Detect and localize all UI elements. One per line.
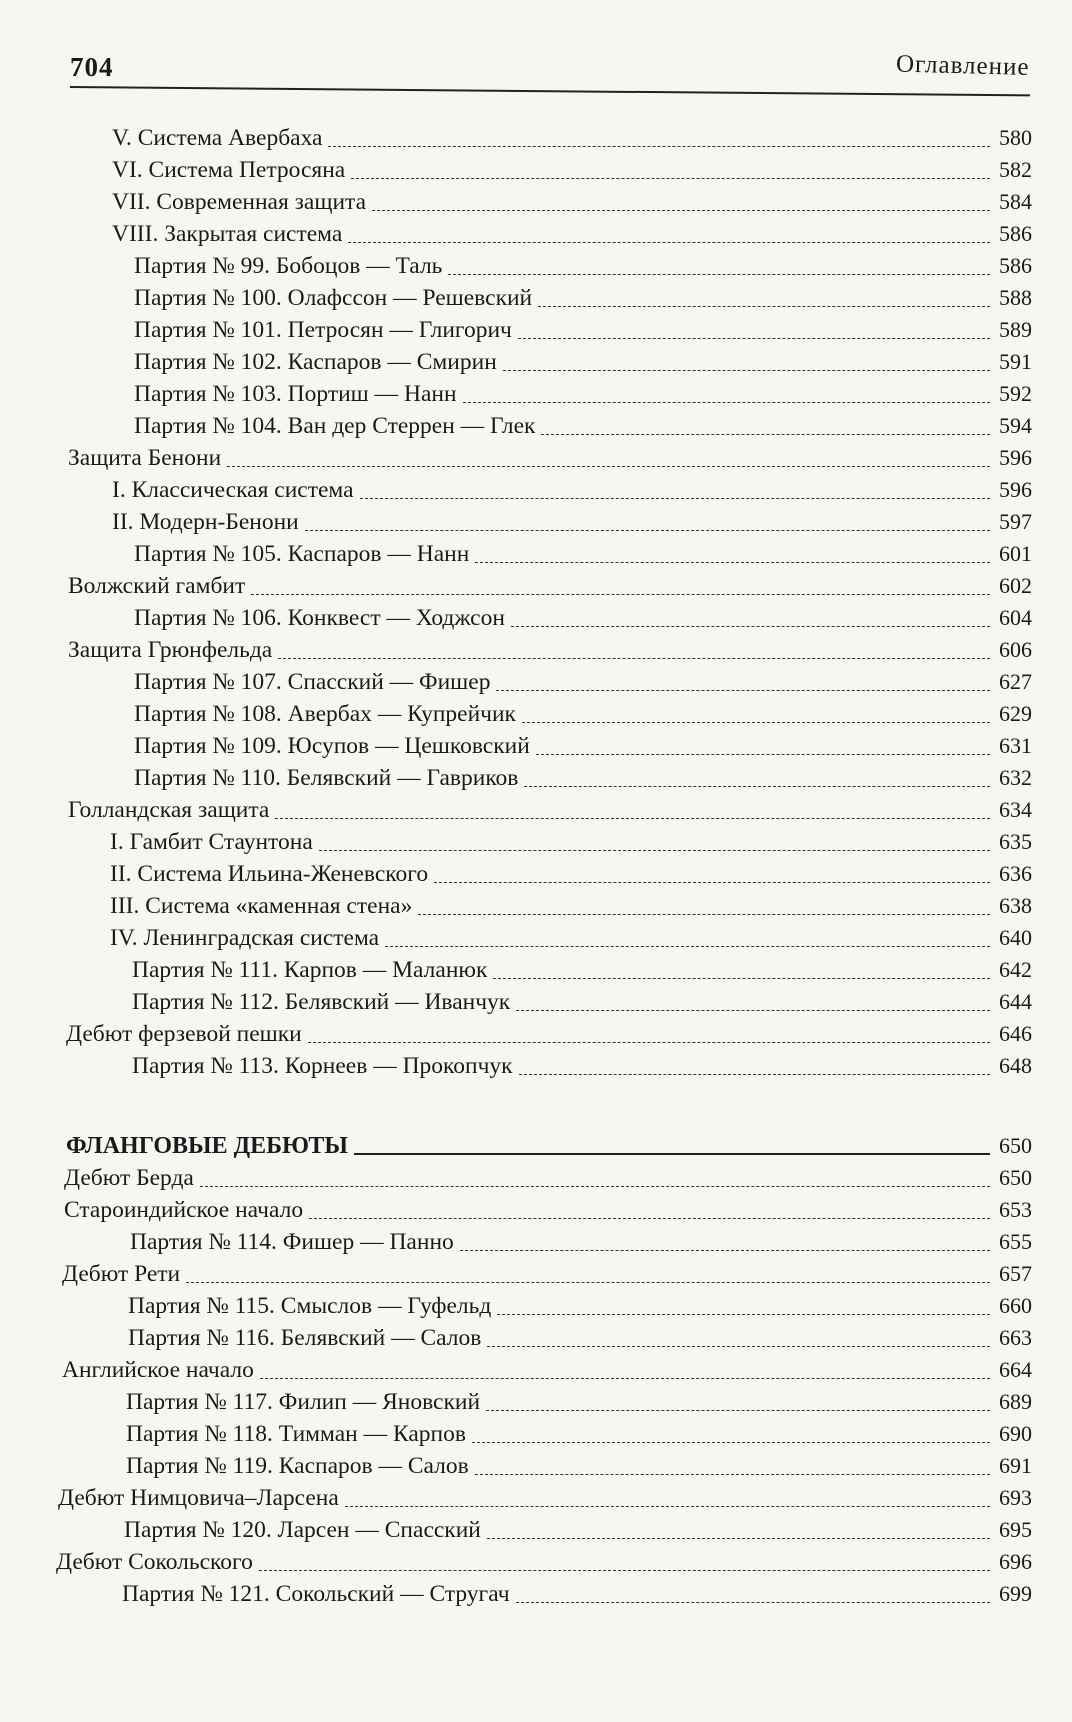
- toc-entry-page: 663: [999, 1325, 1032, 1350]
- toc-entry-title: Защита Грюнфельда: [68, 637, 273, 663]
- toc-entry-page: 634: [999, 797, 1032, 822]
- toc-entry: [68, 634, 1032, 666]
- toc-entry-page: 635: [999, 829, 1032, 854]
- toc-entry-page: 602: [999, 573, 1032, 598]
- toc-entry: [110, 858, 1032, 890]
- toc-entry-title: Партия № 121. Сокольский — Стругач: [122, 1581, 510, 1607]
- toc-entry: [68, 442, 1032, 474]
- toc-entry: [62, 1354, 1032, 1386]
- toc-leader: [524, 786, 990, 787]
- toc-entry-title: Голландская защита: [68, 797, 270, 823]
- toc-entry-page: 586: [999, 253, 1032, 278]
- toc-entry: [58, 1482, 1032, 1514]
- toc-leader: [275, 818, 990, 819]
- toc-entry: [110, 890, 1032, 922]
- toc-entry-page: 591: [999, 349, 1032, 374]
- toc-entry: [134, 538, 1032, 570]
- toc-entry-page: 582: [999, 157, 1032, 182]
- toc-leader: [418, 914, 990, 915]
- toc-entry-title: Партия № 114. Фишер — Панно: [130, 1229, 454, 1255]
- toc-leader: [516, 1602, 990, 1603]
- toc-entry-title: Партия № 104. Ван дер Стеррен — Глек: [134, 413, 536, 439]
- toc-entry-title: Партия № 119. Каспаров — Салов: [126, 1453, 469, 1479]
- toc-leader: [475, 1474, 990, 1475]
- toc-leader: [434, 882, 990, 883]
- toc-entry-title: Партия № 116. Белявский — Салов: [128, 1325, 482, 1351]
- toc-entry: [134, 698, 1032, 730]
- toc-entry-title: II. Система Ильина-Женевского: [110, 861, 429, 887]
- toc-entry-page: 592: [999, 381, 1032, 406]
- toc-entry: [134, 378, 1032, 410]
- toc-entry-title: Партия № 118. Тимман — Карпов: [126, 1421, 466, 1447]
- page-number: 704: [70, 52, 114, 82]
- toc-entry-title: Партия № 111. Карпов — Маланюк: [132, 957, 488, 983]
- toc-leader: [496, 690, 990, 691]
- toc-entry-title: ФЛАНГОВЫЕ ДЕБЮТЫ: [66, 1133, 348, 1159]
- toc-entry-title: VI. Система Петросяна: [112, 157, 346, 183]
- toc-section-heading: [66, 1130, 1032, 1162]
- toc-entry-page: 584: [999, 189, 1032, 214]
- running-title: Оглавление: [896, 50, 1031, 81]
- toc-leader: [305, 530, 990, 531]
- toc-entry: [110, 922, 1032, 954]
- toc-entry: [68, 794, 1032, 826]
- toc-entry-title: Партия № 110. Белявский — Гавриков: [134, 765, 519, 791]
- toc-entry-title: Партия № 101. Петросян — Глигорич: [134, 317, 512, 343]
- toc-entry-page: 632: [999, 765, 1032, 790]
- toc-leader: [385, 946, 990, 947]
- toc-entry: [112, 186, 1032, 218]
- toc-entry-page: 601: [999, 541, 1032, 566]
- toc-entry: [112, 122, 1032, 154]
- toc-entry: [112, 506, 1032, 538]
- toc-entry: [122, 1578, 1032, 1610]
- toc-leader: [200, 1186, 990, 1187]
- toc-entry: [134, 602, 1032, 634]
- toc-entry-title: II. Модерн-Бенони: [112, 509, 299, 535]
- toc-entry-page: 650: [999, 1165, 1032, 1190]
- toc-leader: [472, 1442, 990, 1443]
- toc-leader: [227, 466, 990, 467]
- toc-leader: [538, 306, 990, 307]
- toc-entry-page: 588: [999, 285, 1032, 310]
- toc-entry-title: Защита Бенони: [68, 445, 222, 471]
- toc-entry: [134, 250, 1032, 282]
- toc-entry: [126, 1386, 1032, 1418]
- toc-entry-page: 657: [999, 1261, 1032, 1286]
- toc-leader: [260, 1378, 990, 1379]
- toc-leader: [278, 658, 990, 659]
- toc-entry-page: 691: [999, 1453, 1032, 1478]
- toc-entry-page: 597: [999, 509, 1032, 534]
- toc-entry-title: Партия № 117. Филип — Яновский: [126, 1389, 481, 1415]
- toc-entry-title: Дебют Нимцовича–Ларсена: [58, 1485, 339, 1511]
- toc-entry: [128, 1290, 1032, 1322]
- toc-entry-page: 690: [999, 1421, 1032, 1446]
- toc-entry: [112, 154, 1032, 186]
- toc-leader: [516, 1010, 990, 1011]
- toc-entry-page: 594: [999, 413, 1032, 438]
- toc-entry-title: Партия № 107. Спасский — Фишер: [134, 669, 491, 695]
- toc-entry-title: Староиндийское начало: [64, 1197, 304, 1223]
- toc-entry-page: 627: [999, 669, 1032, 694]
- toc-entry-page: 604: [999, 605, 1032, 630]
- toc-leader: [251, 594, 990, 595]
- toc-leader: [475, 562, 990, 563]
- toc-entry-title: Дебют Берда: [64, 1165, 194, 1191]
- toc-entry: [64, 1162, 1032, 1194]
- toc-entry: [134, 666, 1032, 698]
- page-header: [70, 48, 1030, 88]
- toc-entry-page: 638: [999, 893, 1032, 918]
- toc-entry: [134, 314, 1032, 346]
- toc-leader: [319, 850, 990, 851]
- toc-leader: [372, 210, 990, 211]
- toc-entry-title: Партия № 100. Олафссон — Решевский: [134, 285, 533, 311]
- toc-leader: [345, 1506, 990, 1507]
- toc-leader: [522, 722, 990, 723]
- toc-entry: [56, 1546, 1032, 1578]
- toc-entry-title: Партия № 115. Смыслов — Гуфельд: [128, 1293, 492, 1319]
- toc-entry-page: 646: [999, 1021, 1032, 1046]
- toc-entry-title: Партия № 113. Корнеев — Прокопчук: [132, 1053, 513, 1079]
- toc-leader: [511, 626, 990, 627]
- toc-entry: [132, 1050, 1032, 1082]
- toc-entry-page: 589: [999, 317, 1032, 342]
- toc-entry: [128, 1322, 1032, 1354]
- toc-entry: [112, 218, 1032, 250]
- toc-entry: [132, 954, 1032, 986]
- toc-entry-page: 631: [999, 733, 1032, 758]
- toc-entry-page: 640: [999, 925, 1032, 950]
- toc-entry-page: 580: [999, 125, 1032, 150]
- toc-entry: [62, 1258, 1032, 1290]
- toc-entry-page: 586: [999, 221, 1032, 246]
- toc-entry-page: 596: [999, 477, 1032, 502]
- toc-entry: [112, 474, 1032, 506]
- toc-entry-title: Английское начало: [62, 1357, 254, 1383]
- toc-entry-title: Партия № 105. Каспаров — Нанн: [134, 541, 470, 567]
- toc-leader: [448, 274, 990, 275]
- toc-entry-page: 606: [999, 637, 1032, 662]
- toc-leader: [351, 178, 990, 179]
- toc-entry-page: 660: [999, 1293, 1032, 1318]
- toc-entry-title: VIII. Закрытая система: [112, 221, 343, 247]
- toc-entry-page: 655: [999, 1229, 1032, 1254]
- toc-leader: [541, 434, 990, 435]
- toc-leader: [463, 402, 990, 403]
- toc-leader: [309, 1218, 990, 1219]
- toc-leader: [536, 754, 990, 755]
- toc-entry-page: 596: [999, 445, 1032, 470]
- toc-entry-title: Дебют Рети: [62, 1261, 181, 1287]
- toc-entry-title: Партия № 103. Портиш — Нанн: [134, 381, 457, 407]
- toc-entry: [130, 1226, 1032, 1258]
- toc-entry-page: 644: [999, 989, 1032, 1014]
- toc-entry: [134, 730, 1032, 762]
- toc-entry-page: 693: [999, 1485, 1032, 1510]
- toc-leader: [186, 1282, 990, 1283]
- toc-entry-page: 653: [999, 1197, 1032, 1222]
- toc-entry: [124, 1514, 1032, 1546]
- toc-entry-page: 664: [999, 1357, 1032, 1382]
- toc-leader: [497, 1314, 990, 1315]
- toc-entry-title: Партия № 109. Юсупов — Цешковский: [134, 733, 530, 759]
- toc-leader: [487, 1346, 990, 1347]
- toc-entry-page: 636: [999, 861, 1032, 886]
- toc-entry: [64, 1194, 1032, 1226]
- toc-entry-title: Партия № 106. Конквест — Ходжсон: [134, 605, 505, 631]
- toc-leader: [518, 338, 990, 339]
- toc-entry-page: 648: [999, 1053, 1032, 1078]
- toc-entry-title: Волжский гамбит: [68, 573, 246, 599]
- toc-entry-title: I. Гамбит Стаунтона: [110, 829, 313, 855]
- toc-entry-title: V. Система Авербаха: [112, 125, 323, 151]
- toc-entry-title: VII. Современная защита: [112, 189, 367, 215]
- toc-entry-page: 642: [999, 957, 1032, 982]
- toc-entry: [66, 1018, 1032, 1050]
- toc-entry-page: 695: [999, 1517, 1032, 1542]
- toc-entry-page: 696: [999, 1549, 1032, 1574]
- toc-leader: [348, 242, 990, 243]
- toc-leader: [308, 1042, 990, 1043]
- toc-leader: [360, 498, 990, 499]
- toc-entry-title: Партия № 102. Каспаров — Смирин: [134, 349, 497, 375]
- toc-entry-title: Партия № 99. Бобоцов — Таль: [134, 253, 443, 279]
- toc-entry: [110, 826, 1032, 858]
- toc-entry: [134, 410, 1032, 442]
- toc-entry-page: 689: [999, 1389, 1032, 1414]
- toc-entry-title: III. Система «каменная стена»: [110, 893, 413, 919]
- toc-entry-page: 699: [999, 1581, 1032, 1606]
- toc-leader: [259, 1570, 990, 1571]
- toc-entry-title: Партия № 112. Белявский — Иванчук: [132, 989, 511, 1015]
- toc-entry-title: I. Классическая система: [112, 477, 354, 503]
- toc-entry-title: Партия № 120. Ларсен — Спасский: [124, 1517, 481, 1543]
- toc-leader: [487, 1538, 990, 1539]
- toc-entry-page: 650: [999, 1133, 1032, 1158]
- toc-entry: [134, 346, 1032, 378]
- toc-leader: [486, 1410, 990, 1411]
- toc-entry-title: Партия № 108. Авербах — Купрейчик: [134, 701, 516, 727]
- toc-entry-title: Дебют ферзевой пешки: [66, 1021, 302, 1047]
- toc-leader: [354, 1153, 990, 1155]
- toc-entry-title: Дебют Сокольского: [56, 1549, 253, 1575]
- toc-entry: [134, 282, 1032, 314]
- toc-entry: [132, 986, 1032, 1018]
- toc-leader: [328, 146, 990, 147]
- toc-entry: [134, 762, 1032, 794]
- toc-leader: [493, 978, 990, 979]
- toc-leader: [503, 370, 990, 371]
- toc-entry-page: 629: [999, 701, 1032, 726]
- toc-entry: [68, 570, 1032, 602]
- toc-entry-title: IV. Ленинградская система: [110, 925, 380, 951]
- toc-leader: [460, 1250, 990, 1251]
- toc-entry: [126, 1450, 1032, 1482]
- toc-leader: [519, 1074, 990, 1075]
- toc-entry: [126, 1418, 1032, 1450]
